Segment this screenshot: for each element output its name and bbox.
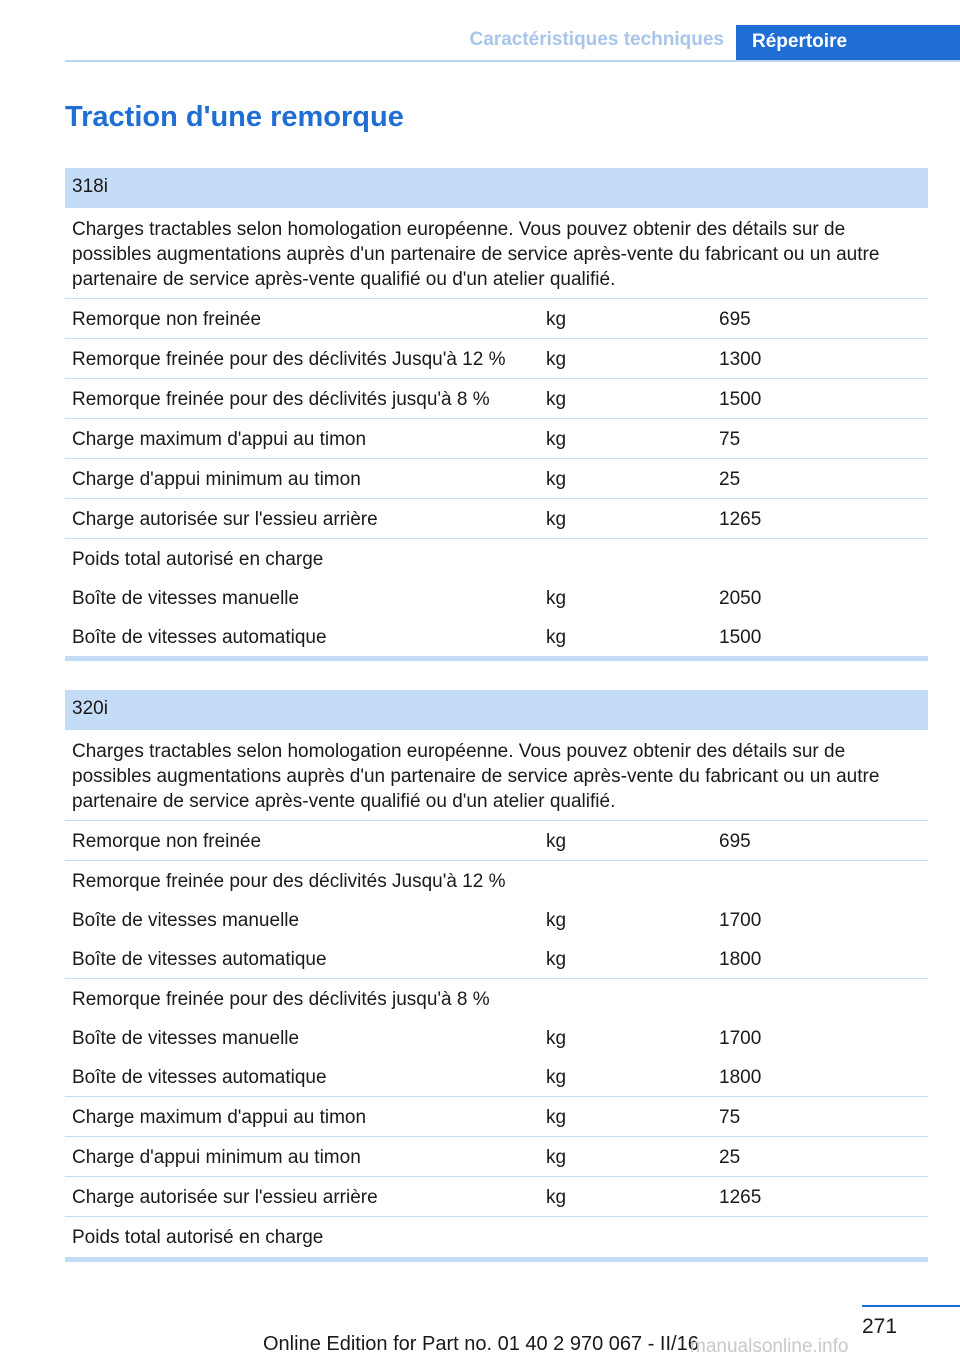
row-unit: kg xyxy=(546,1107,567,1128)
header-section-link[interactable]: Caractéristiques techniques xyxy=(469,29,724,50)
table-row xyxy=(65,861,928,900)
row-label: Remorque non freinée xyxy=(72,831,262,852)
table-row xyxy=(65,1217,928,1257)
table-row xyxy=(65,821,928,861)
table-description: Charges tractables selon homologation européenne. Vous pouvez obtenir des détails sur de possibles augmentations auprès d'un partenaire de service après-vente du fabricant ou un autre partenaire de service après-vente qualifié ou d'un atelier qualifié. xyxy=(65,208,928,299)
row-label: Boîte de vitesses automatique xyxy=(72,1067,327,1088)
header-divider xyxy=(65,60,960,62)
row-unit: kg xyxy=(546,469,567,490)
row-value: 75 xyxy=(719,1107,741,1128)
row-value: 1300 xyxy=(719,349,762,370)
table-row xyxy=(65,1018,928,1057)
row-unit: kg xyxy=(546,588,567,609)
row-label: Charge d'appui minimum au timon xyxy=(72,1147,361,1168)
row-unit: kg xyxy=(546,910,567,931)
row-value: 1800 xyxy=(719,949,762,970)
header-tab-repertoire[interactable]: Répertoire xyxy=(736,25,960,62)
table-row xyxy=(65,900,928,939)
table-row xyxy=(65,379,928,419)
table-row xyxy=(65,339,928,379)
spec-table-318i xyxy=(65,168,928,661)
row-unit: kg xyxy=(546,349,567,370)
table-row xyxy=(65,578,928,617)
row-label: Remorque freinée pour des déclivités Jusqu'à 12 % xyxy=(72,349,506,370)
table-model-header: 320i xyxy=(65,690,928,730)
row-value: 25 xyxy=(719,1147,741,1168)
table-row xyxy=(65,459,928,499)
row-value: 1500 xyxy=(719,627,762,648)
row-value: 2050 xyxy=(719,588,762,609)
row-label: Charge d'appui minimum au timon xyxy=(72,469,361,490)
row-unit: kg xyxy=(546,1028,567,1049)
table-row xyxy=(65,419,928,459)
watermark-text: manualsonline.info xyxy=(690,1336,849,1357)
row-unit: kg xyxy=(546,389,567,410)
table-end-bar xyxy=(65,656,928,661)
row-unit: kg xyxy=(546,1147,567,1168)
row-value: 1500 xyxy=(719,389,762,410)
page-number: 271 xyxy=(862,1315,898,1338)
row-unit: kg xyxy=(546,949,567,970)
row-label: Remorque freinée pour des déclivités jusqu'à 8 % xyxy=(72,989,490,1010)
row-label: Charge autorisée sur l'essieu arrière xyxy=(72,509,378,530)
spec-table-320i xyxy=(65,690,928,1262)
row-label: Boîte de vitesses manuelle xyxy=(72,910,300,931)
row-unit: kg xyxy=(546,1067,567,1088)
row-value: 695 xyxy=(719,831,751,852)
table-model-header: 318i xyxy=(65,168,928,208)
row-label: Boîte de vitesses automatique xyxy=(72,949,327,970)
table-row xyxy=(65,1177,928,1217)
row-value: 695 xyxy=(719,309,751,330)
row-value: 25 xyxy=(719,469,741,490)
table-row xyxy=(65,499,928,539)
row-label: Poids total autorisé en charge xyxy=(72,549,324,570)
row-label: Charge maximum d'appui au timon xyxy=(72,429,367,450)
row-unit: kg xyxy=(546,429,567,450)
row-value: 1265 xyxy=(719,509,762,530)
row-value: 1700 xyxy=(719,1028,762,1049)
row-value: 1800 xyxy=(719,1067,762,1088)
row-label: Remorque non freinée xyxy=(72,309,262,330)
row-value: 1700 xyxy=(719,910,762,931)
table-row xyxy=(65,939,928,979)
table-end-bar xyxy=(65,1257,928,1262)
table-row xyxy=(65,617,928,656)
row-label: Boîte de vitesses automatique xyxy=(72,627,327,648)
row-label: Boîte de vitesses manuelle xyxy=(72,1028,300,1049)
row-unit: kg xyxy=(546,309,567,330)
row-value: 1265 xyxy=(719,1187,762,1208)
table-row xyxy=(65,539,928,578)
row-label: Charge maximum d'appui au timon xyxy=(72,1107,367,1128)
row-label: Poids total autorisé en charge xyxy=(72,1227,324,1248)
table-description: Charges tractables selon homologation européenne. Vous pouvez obtenir des détails sur de possibles augmentations auprès d'un partenaire de service après-vente du fabricant ou un autre partenaire de service après-vente qualifié ou d'un atelier qualifié. xyxy=(65,730,928,821)
table-row xyxy=(65,299,928,339)
row-label: Charge autorisée sur l'essieu arrière xyxy=(72,1187,378,1208)
table-row xyxy=(65,979,928,1018)
row-label: Remorque freinée pour des déclivités Jusqu'à 12 % xyxy=(72,871,506,892)
row-label: Boîte de vitesses manuelle xyxy=(72,588,300,609)
row-label: Remorque freinée pour des déclivités jusqu'à 8 % xyxy=(72,389,490,410)
table-row xyxy=(65,1057,928,1097)
page-header xyxy=(65,25,960,62)
row-unit: kg xyxy=(546,509,567,530)
footer-divider xyxy=(862,1305,960,1307)
table-row xyxy=(65,1137,928,1177)
row-unit: kg xyxy=(546,1187,567,1208)
row-unit: kg xyxy=(546,627,567,648)
row-unit: kg xyxy=(546,831,567,852)
row-value: 75 xyxy=(719,429,741,450)
table-row xyxy=(65,1097,928,1137)
page-title: Traction d'une remorque xyxy=(65,101,404,133)
edition-note: Online Edition for Part no. 01 40 2 970 067 - II/16 xyxy=(263,1333,699,1355)
